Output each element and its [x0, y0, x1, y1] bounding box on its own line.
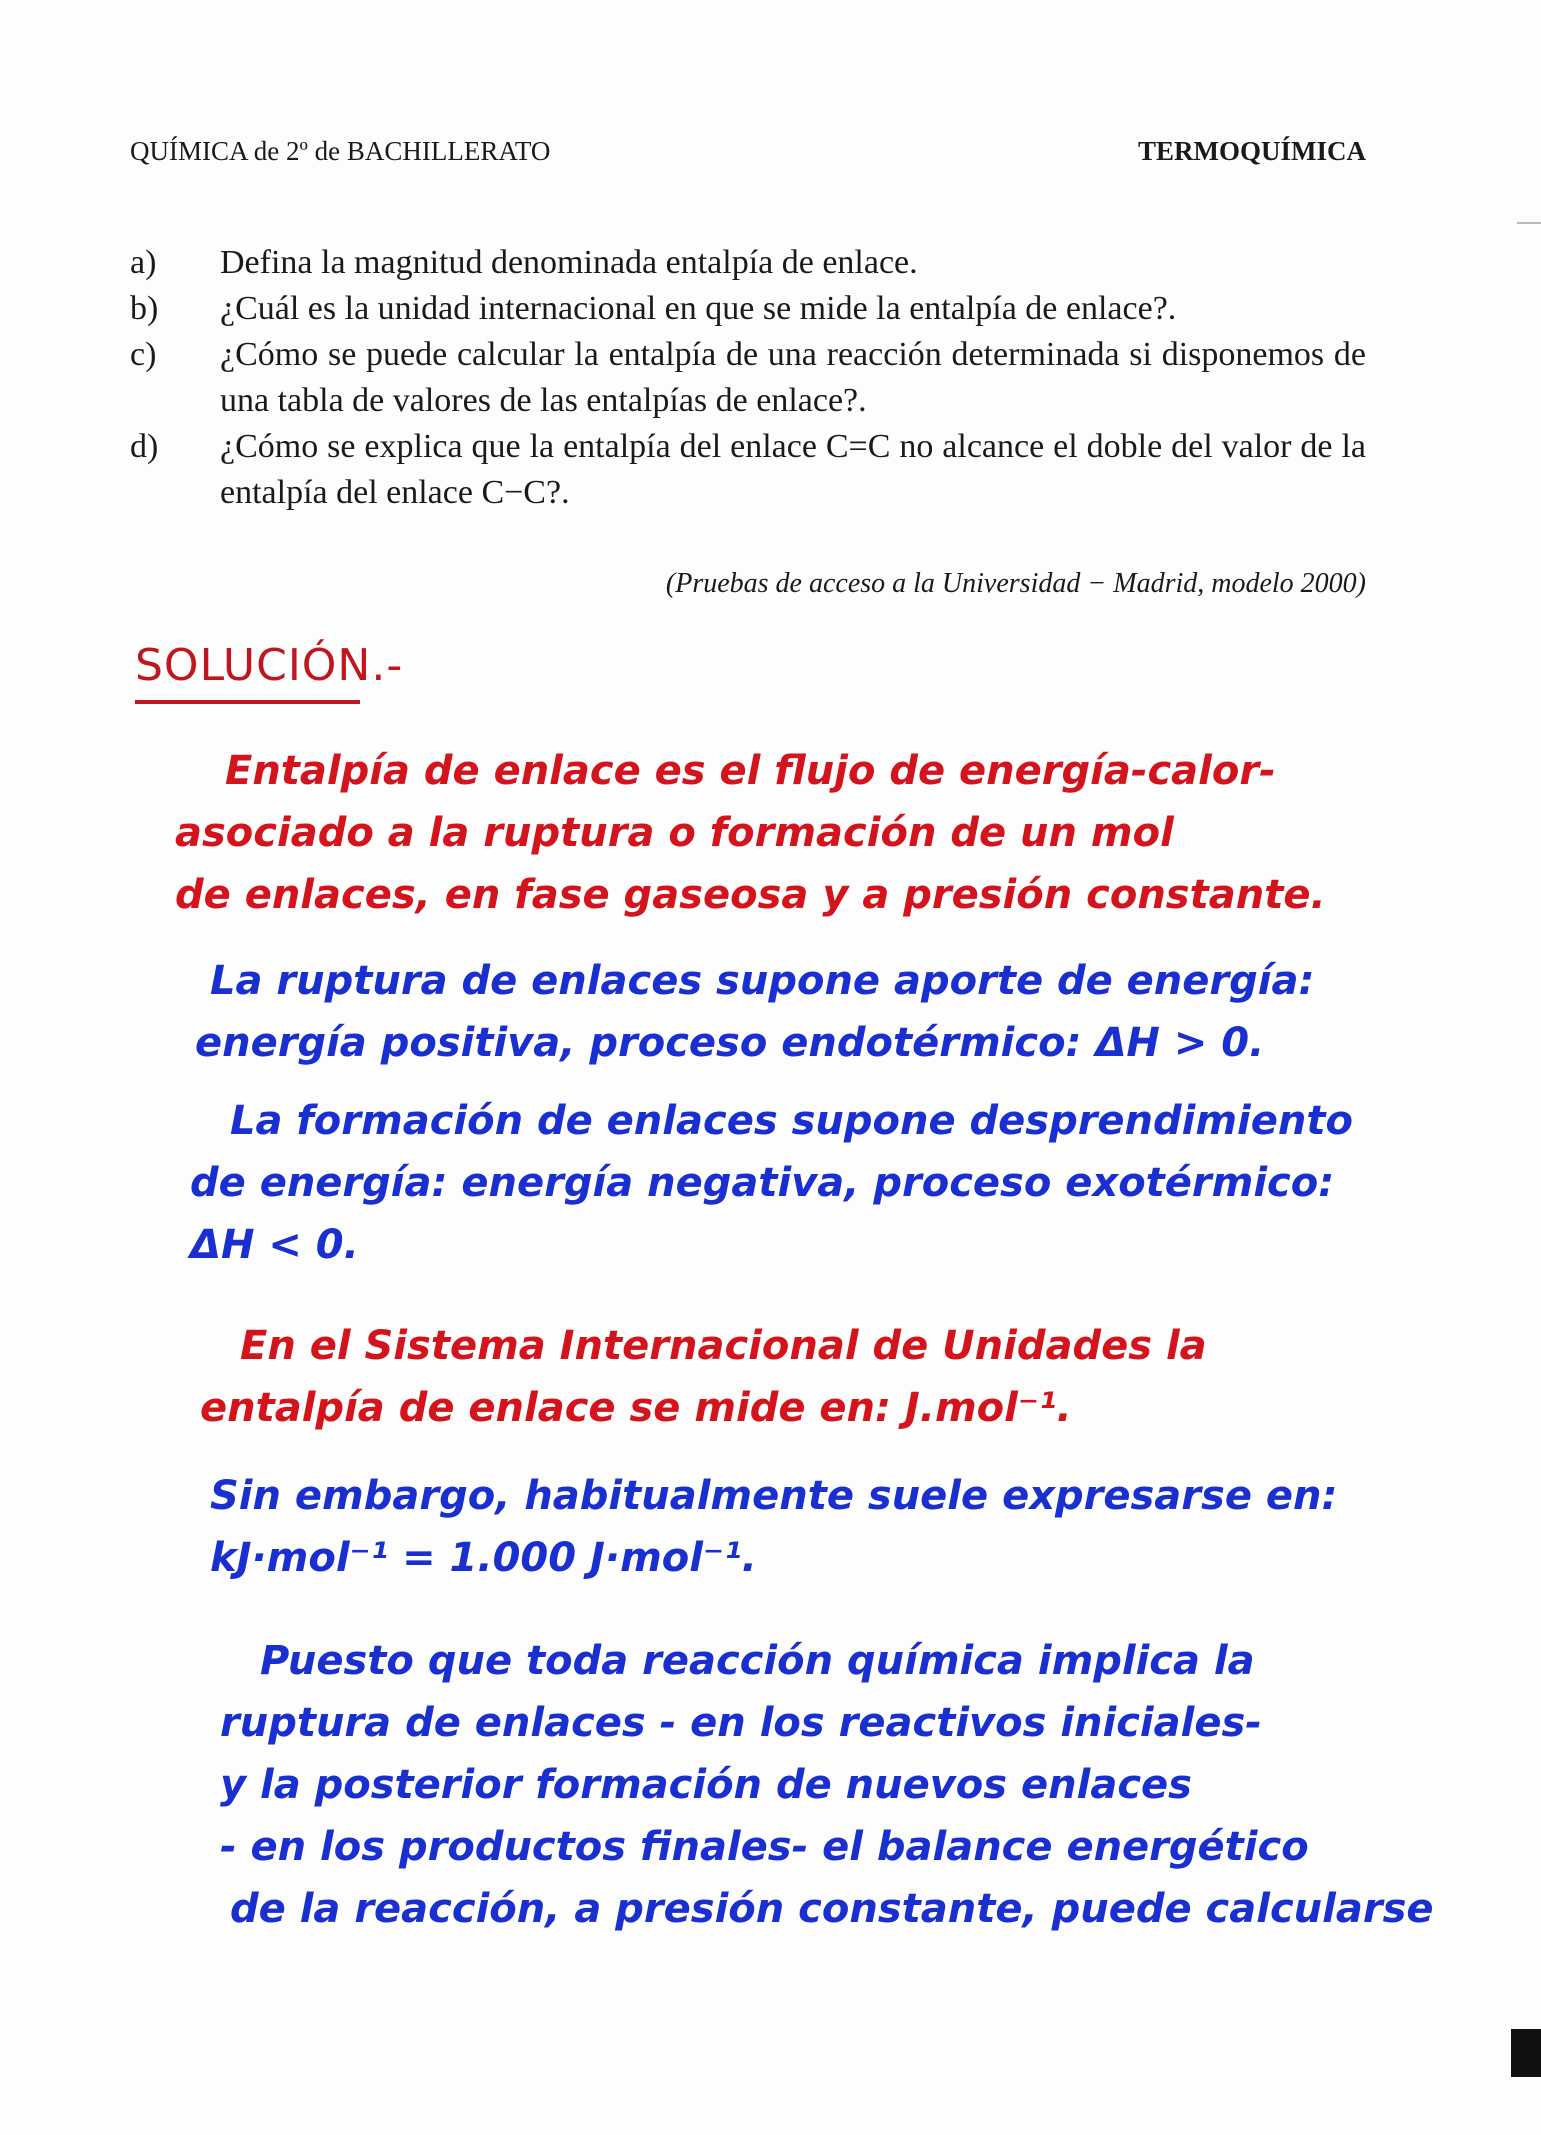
- question-letter: d): [130, 428, 159, 465]
- margin-mark: [1517, 222, 1541, 224]
- paragraph-kj-unit: [210, 1465, 1337, 1589]
- solution-underline: [135, 700, 360, 704]
- text-line: La ruptura de enlaces supone aporte de energía:: [210, 958, 1315, 1004]
- text-line: entalpía de enlace se mide en: J.mol⁻¹.: [200, 1385, 1072, 1431]
- paragraph-formacion: [190, 1090, 1353, 1276]
- text-line: Entalpía de enlace es el flujo de energía-calor-: [225, 748, 1276, 794]
- text-line: La formación de enlaces supone desprendimiento: [230, 1098, 1353, 1144]
- paragraph-ruptura: [195, 950, 1315, 1074]
- text-line: En el Sistema Internacional de Unidades la: [240, 1323, 1207, 1369]
- question-text: ¿Cuál es la unidad internacional en que se mide la entalpía de enlace?.: [220, 290, 1177, 327]
- exam-source: (Pruebas de acceso a la Universidad − Madrid, modelo 2000): [665, 568, 1366, 599]
- text-line: asociado a la ruptura o formación de un mol: [175, 810, 1174, 856]
- text-line: de enlaces, en fase gaseosa y a presión constante.: [175, 872, 1326, 918]
- question-letter: a): [130, 244, 157, 281]
- course-title: QUÍMICA de 2º de BACHILLERATO: [130, 136, 551, 166]
- question-list: [130, 240, 1366, 516]
- text-line: energía positiva, proceso endotérmico: ΔH > 0.: [195, 1020, 1265, 1066]
- question-letter: b): [130, 290, 159, 327]
- text-line: ruptura de enlaces - en los reactivos iniciales-: [220, 1700, 1262, 1746]
- question-text: ¿Cómo se puede calcular la entalpía de una reacción determinada si disponemos de una tabla de valores de las entalpías de enlace?.: [220, 336, 1366, 419]
- text-line: Sin embargo, habitualmente suele expresarse en:: [210, 1473, 1338, 1519]
- text-line: y la posterior formación de nuevos enlaces: [220, 1762, 1192, 1808]
- question-item: [130, 286, 1366, 332]
- solution-heading: SOLUCIÓN.-: [135, 640, 404, 691]
- paragraph-balance: [220, 1630, 1434, 1940]
- text-line: ΔH < 0.: [190, 1222, 359, 1268]
- question-item: [130, 424, 1366, 516]
- text-line: Puesto que toda reacción química implica la: [260, 1638, 1255, 1684]
- text-line: de energía: energía negativa, proceso exotérmico:: [190, 1160, 1335, 1206]
- text-line: de la reacción, a presión constante, puede calcularse: [230, 1886, 1434, 1932]
- text-line: kJ·mol⁻¹ = 1.000 J·mol⁻¹.: [210, 1535, 757, 1581]
- question-text: ¿Cómo se explica que la entalpía del enlace C=C no alcance el doble del valor de la entalpía del enlace C−C?.: [220, 428, 1366, 511]
- paragraph-si-unit: [200, 1315, 1207, 1439]
- question-letter: c): [130, 336, 157, 373]
- topic-title: TERMOQUÍMICA: [1138, 136, 1366, 166]
- question-item: [130, 240, 1366, 286]
- question-item: [130, 332, 1366, 424]
- paragraph-definition: [175, 740, 1326, 926]
- scan-edge-mark: [1511, 2029, 1541, 2077]
- question-text: Defina la magnitud denominada entalpía de enlace.: [220, 244, 918, 281]
- text-line: - en los productos finales- el balance energético: [220, 1824, 1309, 1870]
